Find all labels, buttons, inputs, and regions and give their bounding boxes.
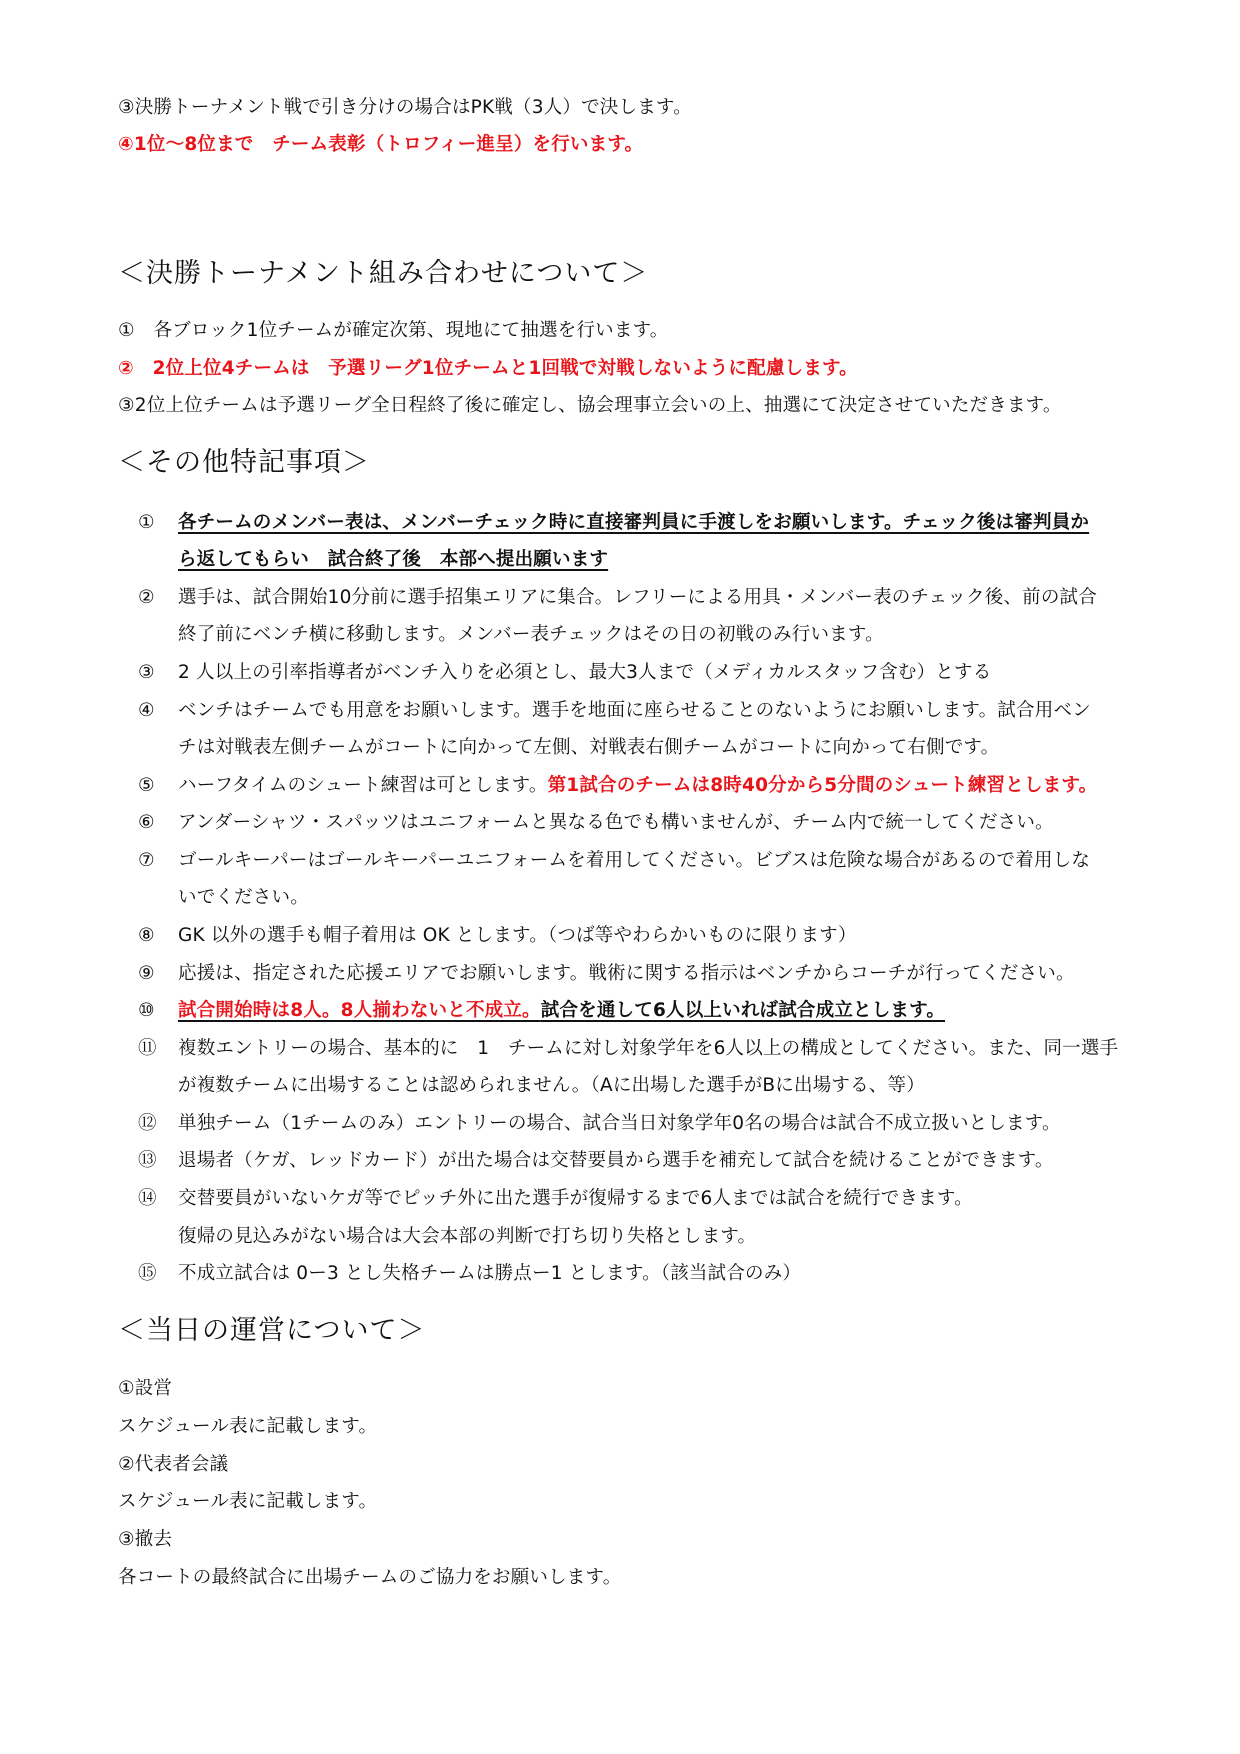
note-text-normal: ハーフタイムのシュート練習は可とします。: [178, 775, 548, 796]
note-item-2: [0, 585, 1240, 611]
note-number: ⑫: [138, 1113, 157, 1134]
note-number: ⑦: [138, 850, 155, 871]
note-number: ⑤: [138, 775, 155, 796]
operation-line-6: 各コートの最終試合に出場チームのご協力をお願いします。: [118, 1567, 622, 1588]
note-item-4-cont: チは対戦表左側チームがコートに向かって左側、対戦表右側チームがコートに向かって右側です。: [178, 737, 1000, 758]
note-number: ⑩: [138, 1000, 155, 1021]
operation-line-3: ②代表者会議: [118, 1454, 229, 1475]
tournament-item-3: ③2位上位チームは予選リーグ全日程終了後に確定し、協会理事立会いの上、抽選にて決定させていただきます。: [118, 395, 1062, 416]
operation-line-4: スケジュール表に記載します。: [118, 1491, 378, 1512]
note-number: ①: [138, 512, 155, 533]
note-item-11: [0, 1036, 1240, 1062]
note-text-emphasis: 試合開始時は8人。8人揃わないと不成立。: [178, 1000, 541, 1021]
operation-heading: ＜当日の運営について＞: [118, 1315, 426, 1346]
note-item-4: [0, 698, 1240, 724]
note-text: 選手は、試合開始10分前に選手招集エリアに集合。レフリーによる用具・メンバー表のチェック後、前の試合: [178, 587, 1097, 608]
note-number: ⑨: [138, 963, 155, 984]
note-item-1: [0, 510, 1240, 536]
note-item-7-cont: いでください。: [178, 887, 309, 908]
note-item-10: [0, 998, 1240, 1024]
note-number: ④: [138, 700, 155, 721]
note-item-11-cont: が複数チームに出場することは認められません。（Aに出場した選手がBに出場する、等）: [178, 1075, 925, 1096]
note-number: ⑭: [138, 1188, 157, 1209]
note-item-15: [0, 1261, 1240, 1287]
note-text: アンダーシャツ・スパッツはユニフォームと異なる色でも構いませんが、チーム内で統一してください。: [178, 812, 1054, 833]
note-item-1-cont: ら返してもらい 試合終了後 本部へ提出願います: [178, 549, 609, 570]
note-item-12: [0, 1111, 1240, 1137]
note-item-6: [0, 810, 1240, 836]
note-text: 交替要員がいないケガ等でピッチ外に出た選手が復帰するまで6人までは試合を続行できます。: [178, 1188, 973, 1209]
operation-line-2: スケジュール表に記載します。: [118, 1416, 378, 1437]
note-text: 応援は、指定された応援エリアでお願いします。戦術に関する指示はベンチからコーチが行ってください。: [178, 963, 1075, 984]
note-number: ⑮: [138, 1263, 157, 1284]
rule-line-3: ③決勝トーナメント戦で引き分けの場合はPK戦（3人）で決します。: [118, 97, 692, 118]
note-number: ⑪: [138, 1038, 157, 1059]
note-text: 2 人以上の引率指導者がベンチ入りを必須とし、最大3人まで（メディカルスタッフ含む）とする: [178, 662, 992, 683]
note-text-normal: 試合を通して6人以上いれば試合成立とします。: [540, 1000, 946, 1021]
other-heading: ＜その他特記事項＞: [118, 447, 370, 478]
note-item-3: [0, 660, 1240, 686]
tournament-item-2: ② 2位上位4チームは 予選リーグ1位チームと1回戦で対戦しないように配慮します。: [118, 358, 858, 379]
note-item-14-cont: 復帰の見込みがない場合は大会本部の判断で打ち切り失格とします。: [178, 1226, 757, 1247]
tournament-item-1: ① 各ブロック1位チームが確定次第、現地にて抽選を行います。: [118, 320, 669, 341]
note-text: [178, 773, 1097, 799]
note-item-9: [0, 961, 1240, 987]
note-text-emphasis: 第1試合のチームは8時40分から5分間のシュート練習とします。: [547, 775, 1098, 796]
note-item-7: [0, 848, 1240, 874]
note-text: [178, 998, 945, 1024]
note-text: 複数エントリーの場合、基本的に 1 チームに対し対象学年を6人以上の構成としてください。また、同一選手: [178, 1038, 1119, 1059]
operation-line-5: ③撤去: [118, 1529, 173, 1550]
note-text: ベンチはチームでも用意をお願いします。選手を地面に座らせることのないようにお願いします。試合用ベン: [178, 700, 1091, 721]
note-item-14: [0, 1186, 1240, 1212]
note-number: ⑧: [138, 925, 155, 946]
rule-line-4: ④1位～8位まで チーム表彰（トロフィー進呈）を行います。: [118, 134, 644, 155]
note-number: ⑥: [138, 812, 155, 833]
note-item-5: [0, 773, 1240, 799]
operation-line-1: ①設営: [118, 1378, 173, 1399]
tournament-heading: ＜決勝トーナメント組み合わせについて＞: [118, 258, 649, 289]
note-text: GK 以外の選手も帽子着用は OK とします。（つば等やわらかいものに限ります）: [178, 925, 857, 946]
note-text: 不成立試合は 0ー3 とし失格チームは勝点ー1 とします。（該当試合のみ）: [178, 1263, 802, 1284]
note-number: ②: [138, 587, 155, 608]
note-text: ゴールキーパーはゴールキーパーユニフォームを着用してください。ビブスは危険な場合があるので着用しな: [178, 850, 1091, 871]
note-item-8: [0, 923, 1240, 949]
note-item-2-cont: 終了前にベンチ横に移動します。メンバー表チェックはその日の初戦のみ行います。: [178, 624, 884, 645]
note-text: 退場者（ケガ、レッドカード）が出た場合は交替要員から選手を補充して試合を続けることができます。: [178, 1150, 1054, 1171]
note-item-13: [0, 1148, 1240, 1174]
note-text: 各チームのメンバー表は、メンバーチェック時に直接審判員に手渡しをお願いします。チェック後は審判員か: [178, 512, 1090, 533]
note-number: ⑬: [138, 1150, 157, 1171]
note-text: 単独チーム（1チームのみ）エントリーの場合、試合当日対象学年0名の場合は試合不成立扱いとします。: [178, 1113, 1061, 1134]
note-number: ③: [138, 662, 155, 683]
